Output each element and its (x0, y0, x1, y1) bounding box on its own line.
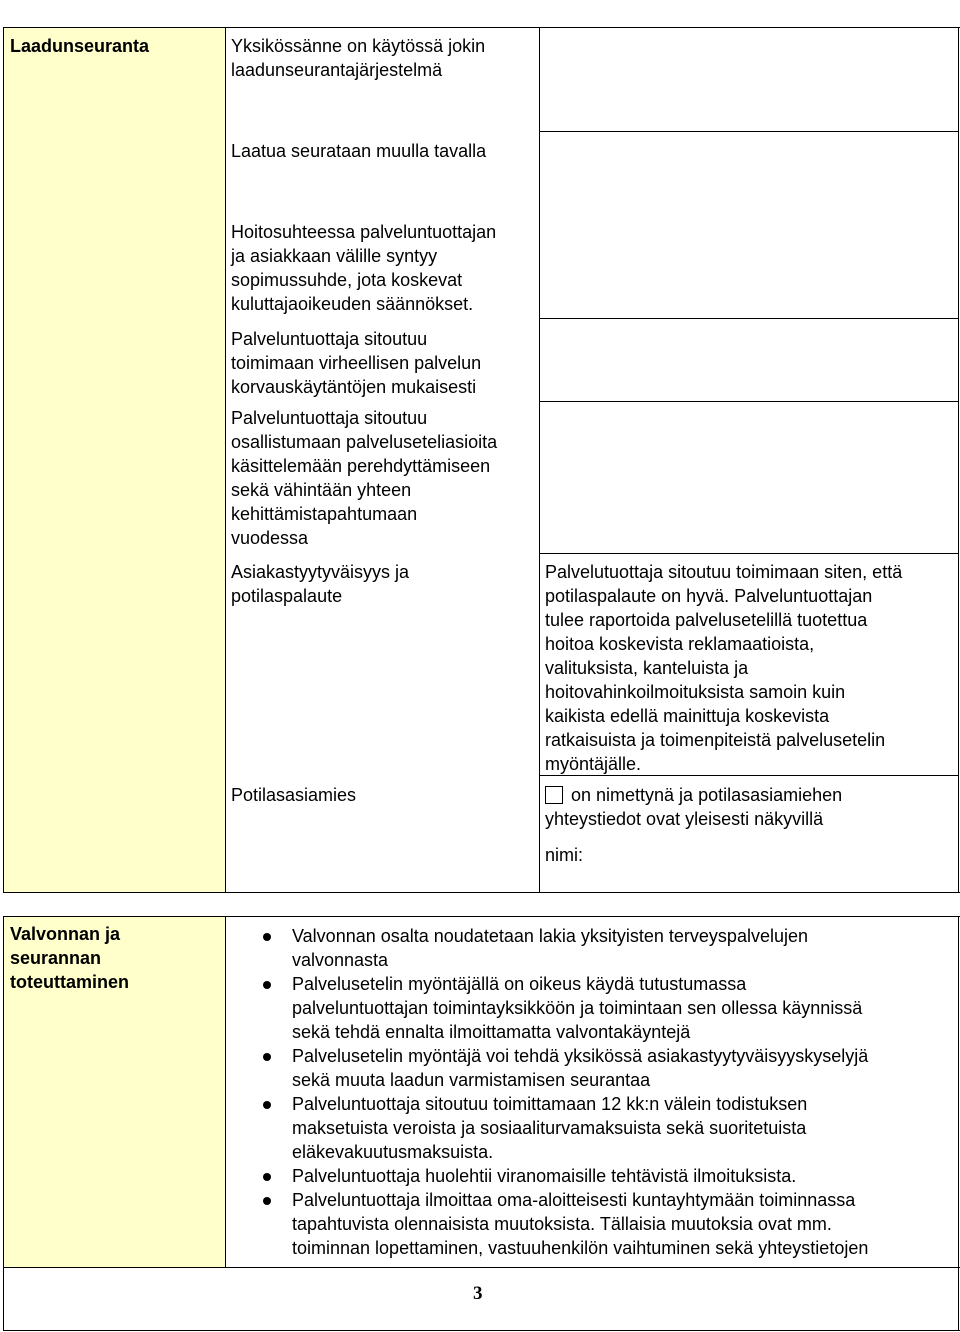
row-quality-system: Yksikössänne on käytössä jokin laadunseurantajärjestelmä (231, 36, 486, 80)
list-item: Palveluntuottaja huolehtii viranomaisille tehtävistä ilmoituksista. (255, 1164, 955, 1188)
row-quality-other: Laatua seurataan muulla tavalla (231, 141, 487, 161)
customer-satisfaction-description: Palvelutuottaja sitoutuu toimimaan siten, että potilaspalaute on hyvä. Palveluntuottajan tulee raportoida palvelusetelillä tuotettua hoitoa koskevista reklamaatioista, valituksista, kanteluista ja hoitovahinkoilmoituksista samoin kuin kaikista edellä mainittuja koskevista ratkaisuista ja toimenpiteistä palvelusetelin myöntäjälle. (545, 562, 903, 774)
supervision-bullet-list (255, 924, 955, 1260)
ombudsman-checkbox[interactable] (545, 786, 563, 804)
row-training-commitment: Palveluntuottaja sitoutuu osallistumaan palveluseteliasioita käsittelemään perehdyttämiseen sekä vähintään yhteen kehittämistapahtumaan vuodessa (231, 408, 498, 548)
ombudsman-name-label: nimi: (545, 845, 584, 865)
list-item: Palvelusetelin myöntäjä voi tehdä yksikössä asiakastyytyväisyyskyselyjä sekä muuta laadun varmistamisen seurantaa (255, 1044, 955, 1092)
list-item: Palveluntuottaja ilmoittaa oma-aloitteisesti kuntayhtymään toiminnassa tapahtuvista olennaisista muutoksista. Tällaisia muutoksia ovat mm. toiminnan lopettaminen, vastuuhenkilön vaihtuminen sekä yhteystietojen (255, 1188, 955, 1260)
section1-heading: Laadunseuranta (10, 36, 150, 56)
row-contract-relationship: Hoitosuhteessa palveluntuottajan ja asiakkaan välille syntyy sopimussuhde, jota koskevat kuluttajaoikeuden säännökset. (231, 222, 497, 314)
page-number: 3 (473, 1283, 483, 1304)
list-item: Palvelusetelin myöntäjällä on oikeus käydä tutustumassa palveluntuottajan toimintayksikköön ja toimintaan sen ollessa käynnissä sekä tehdä ennalta ilmoittamatta valvontakäyntejä (255, 972, 955, 1044)
ombudsman-checkbox-label: on nimettynä ja potilasasiamiehen (571, 785, 843, 805)
section1-heading-cell (4, 28, 225, 892)
ombudsman-checkbox-row: on nimettynä ja potilasasiamiehen yhteystiedot ovat yleisesti näkyvillä (545, 785, 843, 829)
section2-heading: Valvonnan ja seurannan toteuttaminen (10, 924, 129, 992)
row-compensation-practices: Palveluntuottaja sitoutuu toimimaan virheellisen palvelun korvauskäytäntöjen mukaisesti (231, 329, 482, 397)
list-item: Palveluntuottaja sitoutuu toimittamaan 12 kk:n välein todistuksen maksetuista veroista ja sosiaaliturvamaksuista sekä suoritetuista eläkevakuutusmaksuista. (255, 1092, 955, 1164)
list-item: Valvonnan osalta noudatetaan lakia yksityisten terveyspalvelujen valvonnasta (255, 924, 955, 972)
row-patient-ombudsman: Potilasasiamies (231, 785, 357, 805)
row-customer-satisfaction: Asiakastyytyväisyys ja potilaspalaute (231, 562, 410, 606)
